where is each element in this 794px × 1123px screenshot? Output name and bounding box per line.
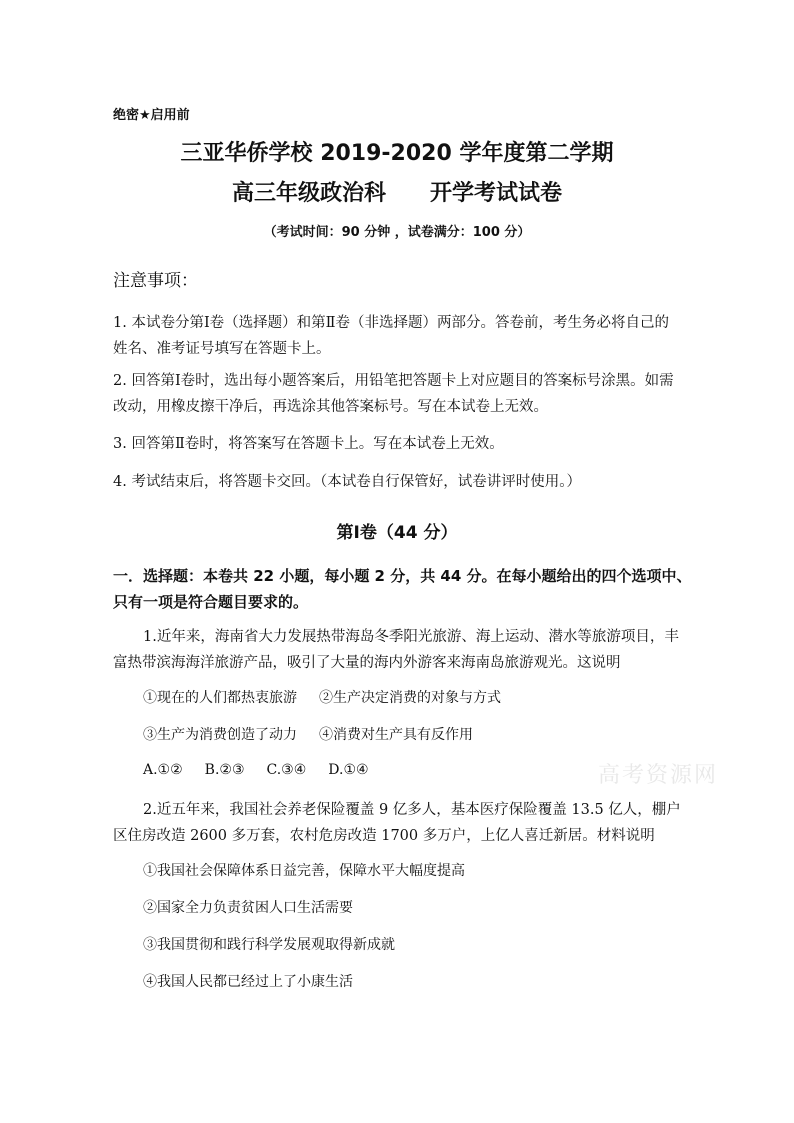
option: ④消费对生产具有反作用 — [319, 727, 473, 743]
notice-item: 2. 回答第Ⅰ卷时，选出每小题答案后，用铅笔把答题卡上对应题目的答案标号涂黑。如需改动，用橡皮擦干净后，再选涂其他答案标号。写在本试卷上无效。 — [113, 373, 674, 415]
option: ②生产决定消费的对象与方式 — [319, 690, 501, 706]
notice-item: 4. 考试结束后，将答题卡交回。（本试卷自行保管好，试卷讲评时使用。） — [113, 474, 581, 490]
answer-choice: D.①④ — [328, 762, 369, 778]
option: ②国家全力负责贫困人口生活需要 — [143, 900, 353, 916]
part-heading: 一．选择题：本卷共 22 小题，每小题 2 分，共 44 分。在每小题给出的四个选项中、只有一项是符合题目要求的。 — [113, 567, 692, 611]
section-title: 第Ⅰ卷（44 分） — [336, 523, 458, 543]
answer-choice: B.②③ — [204, 762, 245, 778]
confidential-label: 绝密★启用前 — [113, 108, 190, 123]
notice-item: 3. 回答第Ⅱ卷时，将答案写在答题卡上。写在本试卷上无效。 — [113, 436, 504, 452]
answer-choices — [143, 762, 391, 778]
option: ①我国社会保障体系日益完善，保障水平大幅度提高 — [143, 863, 465, 879]
option: ③生产为消费创造了动力 — [143, 727, 297, 743]
option: ①现在的人们都热衷旅游 — [143, 690, 297, 706]
notice-item: 1. 本试卷分第Ⅰ卷（选择题）和第Ⅱ卷（非选择题）两部分。答卷前，考生务必将自己的姓名、准考证号填写在答题卡上。 — [113, 315, 670, 357]
question-stem: 1.近年来，海南省大力发展热带海岛冬季阳光旅游、海上运动、潜水等旅游项目，丰富热带滨海海洋旅游产品，吸引了大量的海内外游客来海南岛旅游观光。这说明 — [113, 629, 679, 671]
option: ③我国贯彻和践行科学发展观取得新成就 — [143, 937, 395, 953]
answer-choice: C.③④ — [266, 762, 307, 778]
subtitle-grade-subject: 高三年级政治科 — [231, 181, 386, 206]
exam-title: 三亚华侨学校 2019-2020 学年度第二学期 — [180, 141, 614, 166]
exam-info: （考试时间：90 分钟 ，试卷满分：100 分） — [263, 225, 531, 240]
subtitle-exam-type: 开学考试试卷 — [430, 181, 563, 206]
option-row — [143, 724, 473, 744]
answer-choice: A.①② — [143, 762, 183, 778]
notice-heading: 注意事项： — [113, 271, 198, 291]
question-stem: 2.近五年来，我国社会养老保险覆盖 9 亿多人，基本医疗保险覆盖 13.5 亿人，棚户区住房改造 2600 多万套，农村危房改造 1700 多万户，上亿人喜迁新居。材料说明 — [113, 802, 681, 844]
watermark: 高考资源网 — [598, 763, 719, 788]
exam-subtitle — [0, 176, 794, 207]
option: ④我国人民都已经过上了小康生活 — [143, 974, 353, 990]
option-row — [143, 687, 501, 707]
